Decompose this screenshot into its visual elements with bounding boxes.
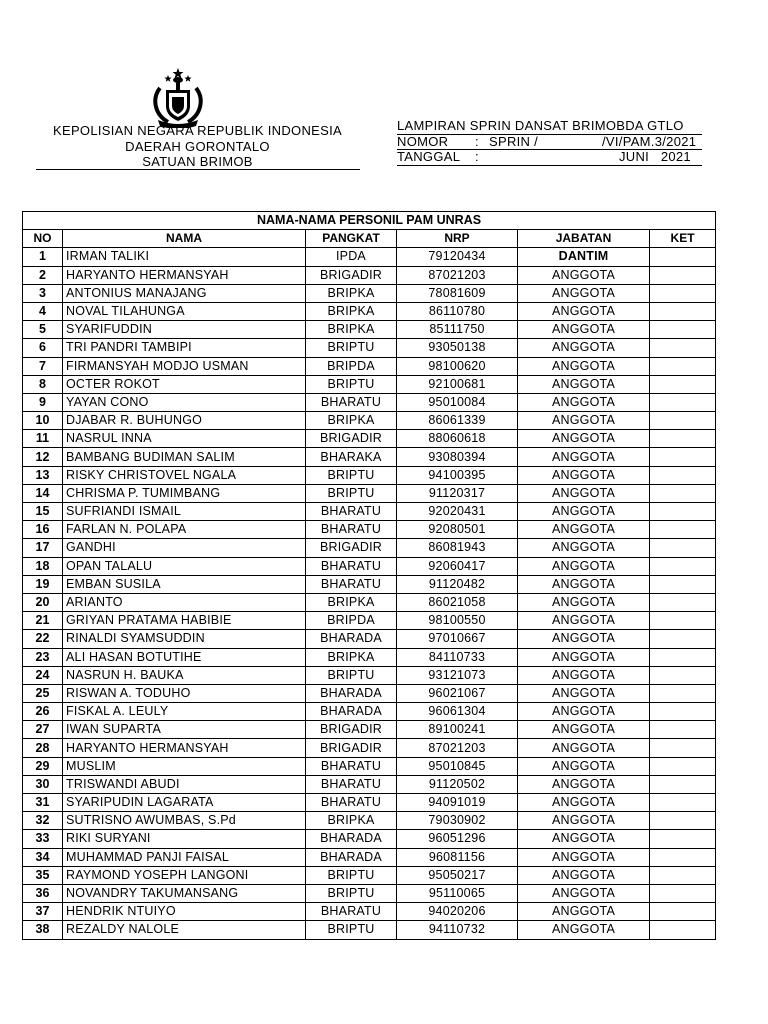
member-name: RISKY CHRISTOVEL NGALA xyxy=(63,466,306,484)
member-nrp: 86061339 xyxy=(397,412,518,430)
row-number: 29 xyxy=(23,757,63,775)
table-row xyxy=(23,375,716,393)
member-nrp: 97010667 xyxy=(397,630,518,648)
table-row xyxy=(23,521,716,539)
row-number: 14 xyxy=(23,484,63,502)
member-note xyxy=(650,357,716,375)
member-position: ANGGOTA xyxy=(518,302,650,320)
member-position: ANGGOTA xyxy=(518,266,650,284)
member-rank: BHARADA xyxy=(306,848,397,866)
member-note xyxy=(650,248,716,266)
member-note xyxy=(650,484,716,502)
member-rank: BRIPKA xyxy=(306,284,397,302)
member-note xyxy=(650,757,716,775)
table-row xyxy=(23,703,716,721)
table-row xyxy=(23,539,716,557)
row-number: 15 xyxy=(23,503,63,521)
member-note xyxy=(650,593,716,611)
table-row xyxy=(23,721,716,739)
member-rank: BRIPTU xyxy=(306,484,397,502)
member-note xyxy=(650,284,716,302)
member-position: ANGGOTA xyxy=(518,866,650,884)
member-name: RISWAN A. TODUHO xyxy=(63,684,306,702)
member-nrp: 98100620 xyxy=(397,357,518,375)
member-name: ARIANTO xyxy=(63,593,306,611)
member-note xyxy=(650,775,716,793)
member-note xyxy=(650,666,716,684)
member-rank: BRIPTU xyxy=(306,666,397,684)
member-rank: BRIGADIR xyxy=(306,721,397,739)
member-name: SYARIFUDDIN xyxy=(63,321,306,339)
column-header-no: NO xyxy=(23,230,63,248)
row-number: 37 xyxy=(23,903,63,921)
table-row xyxy=(23,393,716,411)
member-note xyxy=(650,721,716,739)
member-rank: BRIPTU xyxy=(306,339,397,357)
member-name: OCTER ROKOT xyxy=(63,375,306,393)
police-emblem-logo xyxy=(150,66,206,128)
member-name: TRI PANDRI TAMBIPI xyxy=(63,339,306,357)
row-number: 36 xyxy=(23,884,63,902)
member-note xyxy=(650,557,716,575)
nomor-prefix: SPRIN / xyxy=(489,133,539,149)
row-number: 5 xyxy=(23,321,63,339)
member-note xyxy=(650,266,716,284)
nomor-row xyxy=(397,135,702,151)
member-nrp: 86081943 xyxy=(397,539,518,557)
table-row xyxy=(23,775,716,793)
member-name: FARLAN N. POLAPA xyxy=(63,521,306,539)
table-body xyxy=(23,248,716,939)
member-position: ANGGOTA xyxy=(518,757,650,775)
member-name: NASRUL INNA xyxy=(63,430,306,448)
member-position: ANGGOTA xyxy=(518,466,650,484)
row-number: 28 xyxy=(23,739,63,757)
member-position: ANGGOTA xyxy=(518,557,650,575)
column-header-pangkat: PANGKAT xyxy=(306,230,397,248)
member-rank: BHARAKA xyxy=(306,448,397,466)
member-name: NOVAL TILAHUNGA xyxy=(63,302,306,320)
row-number: 18 xyxy=(23,557,63,575)
member-rank: BRIGADIR xyxy=(306,430,397,448)
table-row xyxy=(23,612,716,630)
member-name: YAYAN CONO xyxy=(63,393,306,411)
column-header-nama: NAMA xyxy=(63,230,306,248)
member-position: ANGGOTA xyxy=(518,321,650,339)
table-row xyxy=(23,593,716,611)
member-name: RAYMOND YOSEPH LANGONI xyxy=(63,866,306,884)
member-note xyxy=(650,375,716,393)
member-position: ANGGOTA xyxy=(518,575,650,593)
member-nrp: 87021203 xyxy=(397,739,518,757)
member-note xyxy=(650,684,716,702)
column-header-ket: KET xyxy=(650,230,716,248)
member-nrp: 95010084 xyxy=(397,393,518,411)
member-nrp: 92080501 xyxy=(397,521,518,539)
member-position: ANGGOTA xyxy=(518,848,650,866)
member-name: MUHAMMAD PANJI FAISAL xyxy=(63,848,306,866)
member-nrp: 86021058 xyxy=(397,593,518,611)
member-nrp: 88060618 xyxy=(397,430,518,448)
row-number: 22 xyxy=(23,630,63,648)
member-nrp: 96051296 xyxy=(397,830,518,848)
table-row xyxy=(23,575,716,593)
table-row xyxy=(23,630,716,648)
table-title: NAMA-NAMA PERSONIL PAM UNRAS xyxy=(23,212,716,230)
member-position: ANGGOTA xyxy=(518,357,650,375)
member-rank: BHARATU xyxy=(306,575,397,593)
member-position: ANGGOTA xyxy=(518,703,650,721)
member-rank: BHARADA xyxy=(306,703,397,721)
member-position: ANGGOTA xyxy=(518,830,650,848)
member-nrp: 92060417 xyxy=(397,557,518,575)
member-name: NASRUN H. BAUKA xyxy=(63,666,306,684)
tanggal-label: TANGGAL xyxy=(397,149,461,164)
member-name: HARYANTO HERMANSYAH xyxy=(63,266,306,284)
member-rank: BRIPTU xyxy=(306,375,397,393)
member-note xyxy=(650,430,716,448)
member-position: ANGGOTA xyxy=(518,812,650,830)
member-nrp: 95110065 xyxy=(397,884,518,902)
member-rank: BRIGADIR xyxy=(306,739,397,757)
row-number: 13 xyxy=(23,466,63,484)
member-name: HARYANTO HERMANSYAH xyxy=(63,739,306,757)
member-note xyxy=(650,321,716,339)
member-rank: BHARATU xyxy=(306,557,397,575)
table-row xyxy=(23,266,716,284)
member-position: ANGGOTA xyxy=(518,521,650,539)
row-number: 1 xyxy=(23,248,63,266)
member-position: ANGGOTA xyxy=(518,539,650,557)
row-number: 26 xyxy=(23,703,63,721)
member-nrp: 84110733 xyxy=(397,648,518,666)
member-position: ANGGOTA xyxy=(518,430,650,448)
member-position: ANGGOTA xyxy=(518,721,650,739)
member-name: SYARIPUDIN LAGARATA xyxy=(63,794,306,812)
member-name: RINALDI SYAMSUDDIN xyxy=(63,630,306,648)
row-number: 21 xyxy=(23,612,63,630)
member-rank: BHARADA xyxy=(306,630,397,648)
table-row xyxy=(23,503,716,521)
member-rank: BRIPKA xyxy=(306,302,397,320)
member-position: ANGGOTA xyxy=(518,884,650,902)
member-position: ANGGOTA xyxy=(518,684,650,702)
member-note xyxy=(650,448,716,466)
table-row xyxy=(23,284,716,302)
member-name: EMBAN SUSILA xyxy=(63,575,306,593)
row-number: 19 xyxy=(23,575,63,593)
member-rank: BHARADA xyxy=(306,684,397,702)
member-nrp: 89100241 xyxy=(397,721,518,739)
member-nrp: 86110780 xyxy=(397,302,518,320)
member-nrp: 78081609 xyxy=(397,284,518,302)
member-note xyxy=(650,830,716,848)
member-nrp: 79030902 xyxy=(397,812,518,830)
row-number: 34 xyxy=(23,848,63,866)
member-position: ANGGOTA xyxy=(518,794,650,812)
row-number: 32 xyxy=(23,812,63,830)
table-row xyxy=(23,866,716,884)
member-position: ANGGOTA xyxy=(518,375,650,393)
row-number: 4 xyxy=(23,302,63,320)
member-rank: BRIPKA xyxy=(306,321,397,339)
member-note xyxy=(650,412,716,430)
member-note xyxy=(650,648,716,666)
table-row xyxy=(23,884,716,902)
member-note xyxy=(650,921,716,939)
member-position: ANGGOTA xyxy=(518,666,650,684)
row-number: 9 xyxy=(23,393,63,411)
member-note xyxy=(650,630,716,648)
lampiran-title: LAMPIRAN SPRIN DANSAT BRIMOBDA GTLO xyxy=(397,118,684,133)
member-note xyxy=(650,339,716,357)
member-name: OPAN TALALU xyxy=(63,557,306,575)
member-rank: BHARATU xyxy=(306,503,397,521)
member-name: IWAN SUPARTA xyxy=(63,721,306,739)
member-position: ANGGOTA xyxy=(518,612,650,630)
row-number: 6 xyxy=(23,339,63,357)
member-nrp: 85111750 xyxy=(397,321,518,339)
organization-header xyxy=(36,123,359,170)
member-name: SUFRIANDI ISMAIL xyxy=(63,503,306,521)
table-row xyxy=(23,448,716,466)
table-row xyxy=(23,921,716,939)
member-name: GANDHI xyxy=(63,539,306,557)
row-number: 11 xyxy=(23,430,63,448)
member-name: TRISWANDI ABUDI xyxy=(63,775,306,793)
row-number: 27 xyxy=(23,721,63,739)
member-name: RIKI SURYANI xyxy=(63,830,306,848)
member-name: MUSLIM xyxy=(63,757,306,775)
member-rank: BRIGADIR xyxy=(306,266,397,284)
member-nrp: 94100395 xyxy=(397,466,518,484)
table-row xyxy=(23,321,716,339)
row-number: 7 xyxy=(23,357,63,375)
table-row xyxy=(23,339,716,357)
member-name: SUTRISNO AWUMBAS, S.Pd xyxy=(63,812,306,830)
org-line-1: KEPOLISIAN NEGARA REPUBLIK INDONESIA xyxy=(53,123,342,138)
lampiran-block xyxy=(397,119,702,166)
member-name: HENDRIK NTUIYO xyxy=(63,903,306,921)
lampiran-title-row xyxy=(397,119,702,135)
member-rank: BHARATU xyxy=(306,757,397,775)
member-position: ANGGOTA xyxy=(518,739,650,757)
table-row xyxy=(23,903,716,921)
table-row xyxy=(23,739,716,757)
table-row xyxy=(23,412,716,430)
member-note xyxy=(650,812,716,830)
table-row xyxy=(23,812,716,830)
member-nrp: 92100681 xyxy=(397,375,518,393)
member-nrp: 94110732 xyxy=(397,921,518,939)
member-name: GRIYAN PRATAMA HABIBIE xyxy=(63,612,306,630)
member-position: DANTIM xyxy=(518,248,650,266)
member-nrp: 95050217 xyxy=(397,866,518,884)
member-note xyxy=(650,848,716,866)
member-position: ANGGOTA xyxy=(518,393,650,411)
table-row xyxy=(23,484,716,502)
nomor-label: NOMOR xyxy=(397,133,449,149)
row-number: 12 xyxy=(23,448,63,466)
member-position: ANGGOTA xyxy=(518,648,650,666)
member-name: FISKAL A. LEULY xyxy=(63,703,306,721)
member-rank: BRIPDA xyxy=(306,612,397,630)
member-nrp: 93121073 xyxy=(397,666,518,684)
member-rank: BRIPTU xyxy=(306,884,397,902)
member-nrp: 96061304 xyxy=(397,703,518,721)
member-position: ANGGOTA xyxy=(518,903,650,921)
member-rank: BRIPKA xyxy=(306,648,397,666)
tanggal-colon: : xyxy=(475,149,479,164)
member-note xyxy=(650,884,716,902)
member-rank: BRIGADIR xyxy=(306,539,397,557)
table-row xyxy=(23,684,716,702)
row-number: 17 xyxy=(23,539,63,557)
member-rank: BHARATU xyxy=(306,521,397,539)
member-note xyxy=(650,739,716,757)
member-name: IRMAN TALIKI xyxy=(63,248,306,266)
org-line-2: DAERAH GORONTALO xyxy=(125,138,270,154)
member-note xyxy=(650,503,716,521)
member-position: ANGGOTA xyxy=(518,630,650,648)
org-underline xyxy=(36,169,360,170)
row-number: 24 xyxy=(23,666,63,684)
member-nrp: 91120317 xyxy=(397,484,518,502)
nomor-colon: : xyxy=(475,133,479,149)
member-position: ANGGOTA xyxy=(518,503,650,521)
member-position: ANGGOTA xyxy=(518,921,650,939)
table-row xyxy=(23,466,716,484)
member-rank: BRIPKA xyxy=(306,593,397,611)
member-rank: BRIPKA xyxy=(306,812,397,830)
table-row xyxy=(23,757,716,775)
row-number: 30 xyxy=(23,775,63,793)
member-name: ALI HASAN BOTUTIHE xyxy=(63,648,306,666)
table-row xyxy=(23,357,716,375)
member-nrp: 95010845 xyxy=(397,757,518,775)
member-rank: BHARADA xyxy=(306,830,397,848)
row-number: 33 xyxy=(23,830,63,848)
personnel-table xyxy=(22,211,716,940)
table-row xyxy=(23,830,716,848)
member-note xyxy=(650,521,716,539)
member-nrp: 98100550 xyxy=(397,612,518,630)
table-row xyxy=(23,666,716,684)
member-name: DJABAR R. BUHUNGO xyxy=(63,412,306,430)
tanggal-row xyxy=(397,150,702,166)
member-nrp: 79120434 xyxy=(397,248,518,266)
member-position: ANGGOTA xyxy=(518,448,650,466)
member-position: ANGGOTA xyxy=(518,484,650,502)
member-nrp: 94020206 xyxy=(397,903,518,921)
member-rank: BRIPTU xyxy=(306,866,397,884)
member-note xyxy=(650,302,716,320)
table-row xyxy=(23,430,716,448)
member-name: BAMBANG BUDIMAN SALIM xyxy=(63,448,306,466)
table-row xyxy=(23,794,716,812)
member-rank: IPDA xyxy=(306,248,397,266)
row-number: 31 xyxy=(23,794,63,812)
member-rank: BHARATU xyxy=(306,903,397,921)
member-note xyxy=(650,612,716,630)
member-rank: BRIPTU xyxy=(306,921,397,939)
member-nrp: 93080394 xyxy=(397,448,518,466)
table-row xyxy=(23,248,716,266)
row-number: 23 xyxy=(23,648,63,666)
member-nrp: 92020431 xyxy=(397,503,518,521)
row-number: 35 xyxy=(23,866,63,884)
member-note xyxy=(650,866,716,884)
column-header-nrp: NRP xyxy=(397,230,518,248)
member-name: FIRMANSYAH MODJO USMAN xyxy=(63,357,306,375)
column-header-jabatan: JABATAN xyxy=(518,230,650,248)
nomor-suffix: /VI/PAM.3/2021 xyxy=(602,133,697,149)
member-note xyxy=(650,393,716,411)
table-row xyxy=(23,848,716,866)
table-row xyxy=(23,302,716,320)
table-row xyxy=(23,557,716,575)
member-rank: BRIPKA xyxy=(306,412,397,430)
member-rank: BHARATU xyxy=(306,393,397,411)
org-line-3: SATUAN BRIMOB xyxy=(142,154,253,169)
member-nrp: 96021067 xyxy=(397,684,518,702)
member-nrp: 87021203 xyxy=(397,266,518,284)
member-rank: BRIPTU xyxy=(306,466,397,484)
tanggal-value: JUNI 2021 xyxy=(619,149,691,164)
member-position: ANGGOTA xyxy=(518,412,650,430)
member-nrp: 94091019 xyxy=(397,794,518,812)
member-nrp: 96081156 xyxy=(397,848,518,866)
member-nrp: 91120502 xyxy=(397,775,518,793)
table-header-row xyxy=(23,230,716,248)
member-rank: BHARATU xyxy=(306,794,397,812)
member-note xyxy=(650,794,716,812)
member-nrp: 93050138 xyxy=(397,339,518,357)
member-position: ANGGOTA xyxy=(518,775,650,793)
row-number: 3 xyxy=(23,284,63,302)
row-number: 25 xyxy=(23,684,63,702)
member-name: CHRISMA P. TUMIMBANG xyxy=(63,484,306,502)
row-number: 38 xyxy=(23,921,63,939)
member-note xyxy=(650,575,716,593)
row-number: 16 xyxy=(23,521,63,539)
member-nrp: 91120482 xyxy=(397,575,518,593)
member-position: ANGGOTA xyxy=(518,284,650,302)
table-row xyxy=(23,648,716,666)
member-position: ANGGOTA xyxy=(518,339,650,357)
member-note xyxy=(650,703,716,721)
member-rank: BHARATU xyxy=(306,775,397,793)
member-position: ANGGOTA xyxy=(518,593,650,611)
row-number: 2 xyxy=(23,266,63,284)
member-name: ANTONIUS MANAJANG xyxy=(63,284,306,302)
table-title-row xyxy=(23,212,716,230)
member-note xyxy=(650,903,716,921)
member-name: REZALDY NALOLE xyxy=(63,921,306,939)
member-rank: BRIPDA xyxy=(306,357,397,375)
member-note xyxy=(650,539,716,557)
row-number: 8 xyxy=(23,375,63,393)
member-name: NOVANDRY TAKUMANSANG xyxy=(63,884,306,902)
member-note xyxy=(650,466,716,484)
row-number: 10 xyxy=(23,412,63,430)
row-number: 20 xyxy=(23,593,63,611)
